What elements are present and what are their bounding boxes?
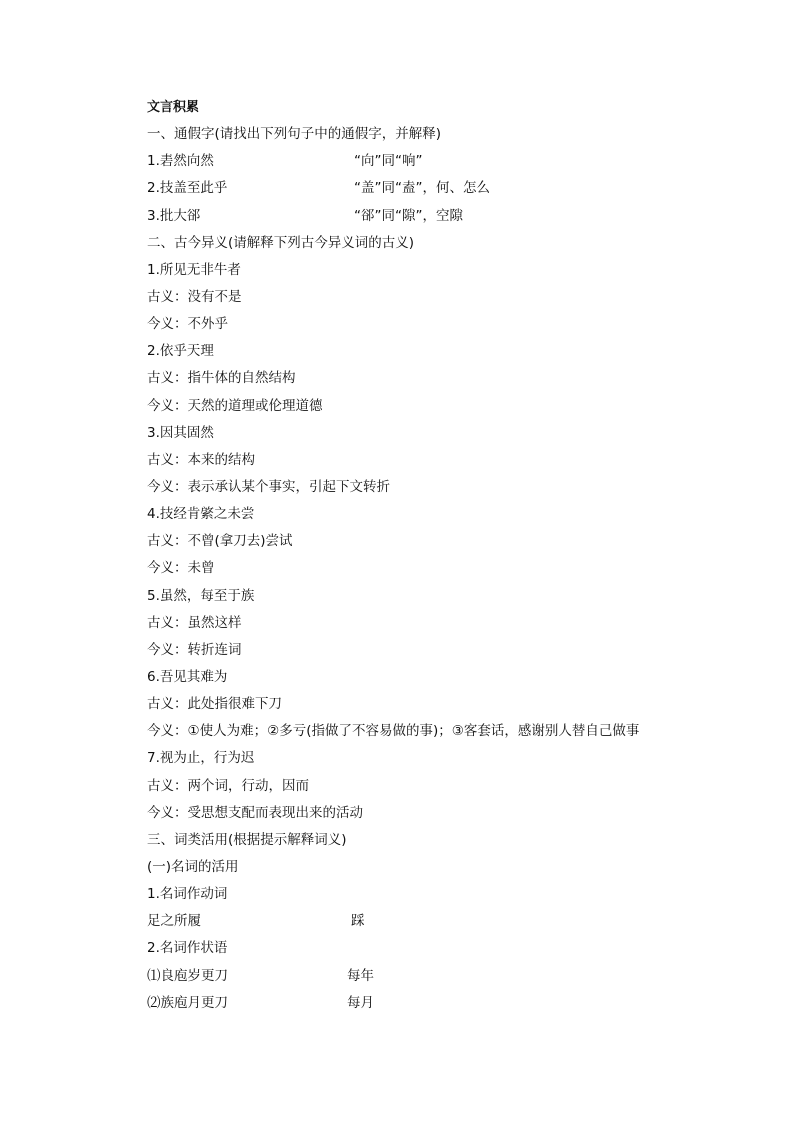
s3-group-1-label: 1.名词作动词 — [147, 886, 228, 903]
s2-item-1-question: 1.所见无非牛者 — [147, 261, 241, 278]
s2-item-2-question: 2.依乎天理 — [147, 343, 214, 360]
s1-item-2-question: 2.技盖至此乎 — [147, 180, 228, 197]
section-2-heading: 二、古今异义(请解释下列古今异义词的古义) — [147, 234, 415, 251]
s2-item-4-modern: 今义：未曾 — [147, 560, 215, 577]
s3-g2-item-2-question: ⑵族庖月更刀 — [147, 994, 228, 1011]
s1-item-3-question: 3.批大郤 — [147, 207, 201, 224]
s3-g2-item-1-question: ⑴良庖岁更刀 — [147, 967, 228, 984]
s1-item-3 — [147, 203, 707, 230]
s3-g1-item-1-answer: 踩 — [351, 913, 365, 930]
s1-item-1-question: 1.砉然向然 — [147, 153, 214, 170]
s2-item-1-modern: 今义：不外乎 — [147, 316, 228, 333]
s2-item-1-ancient: 古义：没有不是 — [147, 288, 242, 305]
s3-g2-item-1-answer: 每年 — [347, 967, 374, 984]
s1-item-1-answer: “向”同“响” — [354, 153, 423, 170]
s2-item-4-ancient: 古义：不曾(拿刀去)尝试 — [147, 533, 293, 550]
s1-item-1 — [147, 148, 707, 175]
s2-item-2-ancient: 古义：指牛体的自然结构 — [147, 370, 296, 387]
s2-item-7-ancient: 古义：两个词，行动，因而 — [147, 777, 309, 794]
s3-g2-item-2 — [147, 990, 707, 1017]
section-3-heading: 三、词类活用(根据提示解释词义) — [147, 831, 347, 848]
s2-item-6-modern: 今义：①使人为难；②多亏(指做了不容易做的事)；③客套话，感谢别人替自己做事 — [147, 723, 640, 740]
s2-item-5-ancient: 古义：虽然这样 — [147, 614, 242, 631]
s2-item-7-modern: 今义：受思想支配而表现出来的活动 — [147, 804, 363, 821]
document-page — [147, 94, 707, 1017]
s3-group-2-label: 2.名词作状语 — [147, 940, 228, 957]
s2-item-7-question: 7.视为止，行为迟 — [147, 750, 255, 767]
s3-g1-item-1-question: 足之所履 — [147, 913, 201, 930]
s1-item-3-answer: “郤”同“隙”，空隙 — [354, 207, 463, 224]
s2-item-5-question: 5.虽然，每至于族 — [147, 587, 255, 604]
s2-item-3-ancient: 古义：本来的结构 — [147, 451, 255, 468]
s2-item-6-ancient: 古义：此处指很难下刀 — [147, 696, 282, 713]
s2-item-3-question: 3.因其固然 — [147, 424, 214, 441]
section-1-heading: 一、通假字(请找出下列句子中的通假字，并解释) — [147, 126, 442, 143]
s2-item-3-modern: 今义：表示承认某个事实，引起下文转折 — [147, 478, 390, 495]
s1-item-2-answer: “盖”同“盍”，何、怎么 — [354, 180, 490, 197]
s3-g2-item-1 — [147, 963, 707, 990]
s1-item-2 — [147, 175, 707, 202]
doc-title: 文言积累 — [147, 100, 200, 115]
s2-item-6-question: 6.吾见其难为 — [147, 668, 228, 685]
s3-g2-item-2-answer: 每月 — [347, 994, 374, 1011]
s3-subsection-1: (一)名词的活用 — [147, 858, 239, 875]
s2-item-5-modern: 今义：转折连词 — [147, 641, 242, 658]
s2-item-4-question: 4.技经肯綮之未尝 — [147, 506, 255, 523]
s2-item-2-modern: 今义：天然的道理或伦理道德 — [147, 397, 323, 414]
s3-g1-item-1 — [147, 908, 707, 935]
